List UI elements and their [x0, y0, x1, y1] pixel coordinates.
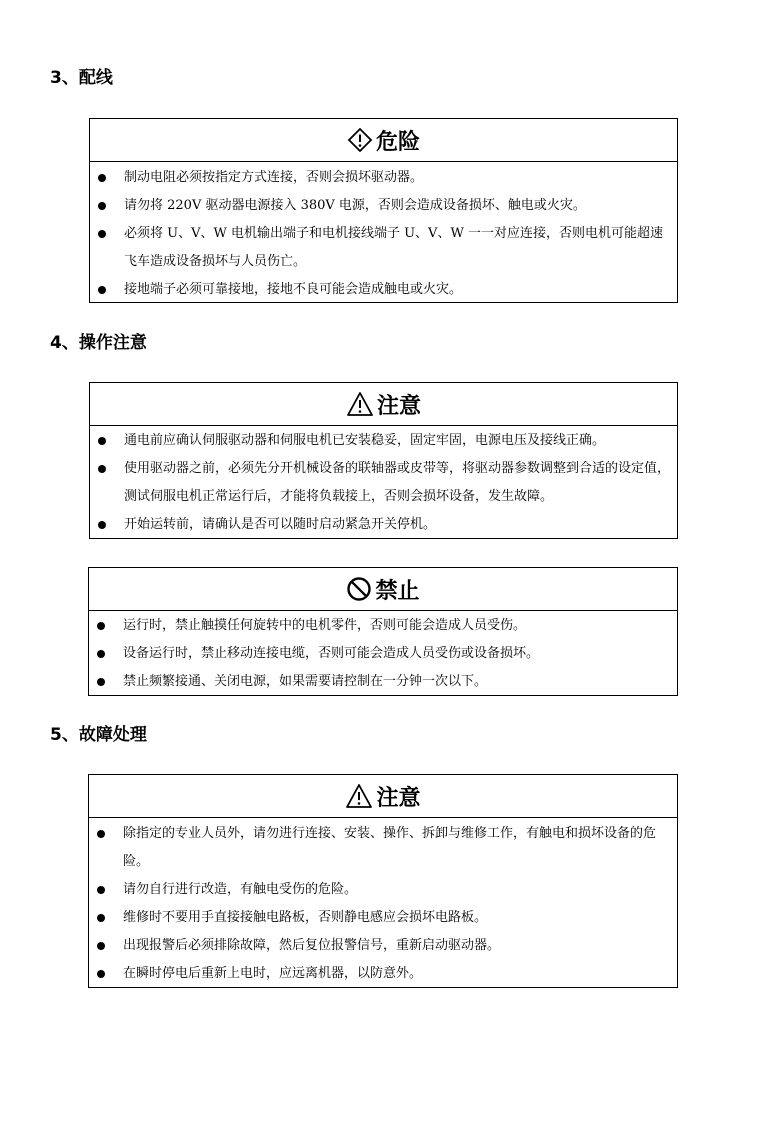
section-heading-wiring: 3、配线	[50, 68, 113, 88]
bullet-icon	[97, 650, 105, 658]
list-item: 请勿将 220V 驱动器电源接入 380V 电源，否则会造成设备损坏、触电或火灾。	[90, 192, 677, 220]
list-item: 维修时不要用手直接接触电路板，否则静电感应会损坏电路板。	[89, 904, 677, 932]
list-item: 除指定的专业人员外，请勿进行连接、安装、操作、拆卸与维修工作，有触电和损坏设备的危险。	[89, 820, 677, 876]
prohibited-icon	[346, 576, 372, 602]
caution-title-text: 注意	[376, 393, 421, 419]
list-item: 通电前应确认伺服驱动器和伺服电机已安装稳妥，固定牢固，电源电压及接线正确。	[90, 427, 677, 455]
caution-title-text: 注意	[376, 785, 421, 811]
bullet-icon	[98, 174, 106, 182]
bullet-icon	[97, 914, 105, 922]
caution-box-troubleshooting	[88, 774, 678, 988]
list-item: 使用驱动器之前，必须先分开机械设备的联轴器或皮带等，将驱动器参数调整到合适的设定值，测试伺服电机正常运行后，才能将负载接上，否则会损坏设备，发生故障。	[90, 455, 677, 511]
danger-title-text: 危险	[375, 129, 420, 155]
bullet-icon	[97, 970, 105, 978]
danger-box-title	[90, 119, 677, 162]
list-item: 运行时，禁止触摸任何旋转中的电机零件，否则可能会造成人员受伤。	[89, 612, 677, 640]
bullet-icon	[97, 678, 105, 686]
section-heading-troubleshooting: 5、故障处理	[50, 725, 147, 745]
caution-box-title	[89, 775, 677, 818]
list-item: 请勿自行进行改造，有触电受伤的危险。	[89, 876, 677, 904]
list-item: 禁止频繁接通、关闭电源，如果需要请控制在一分钟一次以下。	[89, 668, 677, 696]
caution-box-operation	[89, 382, 678, 539]
caution-triangle-icon	[345, 783, 373, 809]
list-item: 开始运转前，请确认是否可以随时启动紧急开关停机。	[90, 511, 677, 539]
bullet-icon	[97, 622, 105, 630]
bullet-icon	[97, 886, 105, 894]
bullet-icon	[98, 437, 106, 445]
bullet-icon	[98, 202, 106, 210]
list-item: 在瞬时停电后重新上电时，应远离机器，以防意外。	[89, 960, 677, 988]
bullet-icon	[98, 521, 106, 529]
section-heading-operation-notes: 4、操作注意	[50, 333, 147, 353]
bullet-icon	[98, 465, 106, 473]
list-item: 接地端子必须可靠接地，接地不良可能会造成触电或火灾。	[90, 276, 677, 304]
danger-box	[89, 118, 678, 303]
caution-box-title	[90, 383, 677, 426]
caution-triangle-icon	[346, 391, 374, 417]
bullet-icon	[97, 942, 105, 950]
list-item: 必须将 U、V、W 电机输出端子和电机接线端子 U、V、W 一一对应连接，否则电机可能超速飞车造成设备损坏与人员伤亡。	[90, 220, 677, 276]
prohibited-box-title	[89, 568, 677, 611]
list-item: 出现报警后必须排除故障，然后复位报警信号，重新启动驱动器。	[89, 932, 677, 960]
list-item: 制动电阻必须按指定方式连接，否则会损坏驱动器。	[90, 164, 677, 192]
bullet-icon	[97, 830, 105, 838]
prohibited-box	[88, 567, 678, 696]
bullet-icon	[98, 230, 106, 238]
list-item: 设备运行时，禁止移动连接电缆，否则可能会造成人员受伤或设备损坏。	[89, 640, 677, 668]
bullet-icon	[98, 286, 106, 294]
warning-diamond-icon	[347, 127, 373, 153]
prohibited-title-text: 禁止	[375, 578, 420, 604]
